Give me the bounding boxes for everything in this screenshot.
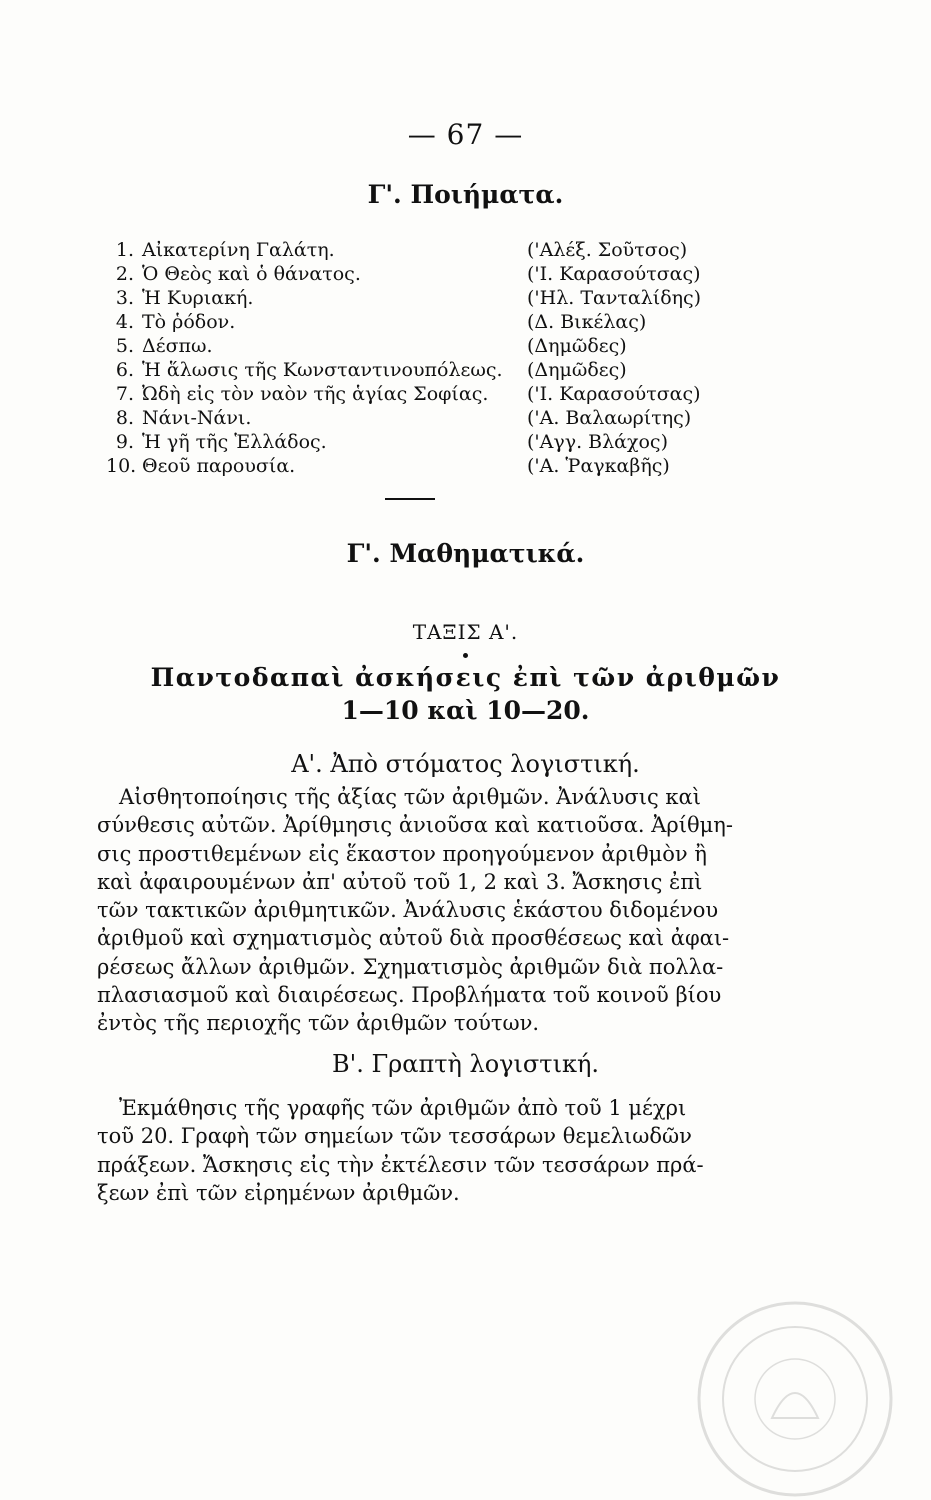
poem-author: ('Αγγ. Βλάχος) — [527, 431, 668, 453]
ornament-dot — [463, 653, 468, 658]
part-b-heading: Β'. Γραπτὴ λογιστική. — [331, 1050, 599, 1078]
text-line: σις προστιθεμένων εἰς ἕκαστον προηγούμενον ἀριθμὸν ἢ — [97, 841, 707, 866]
poem-title: 5. Δέσπω. — [115, 335, 213, 357]
poem-title: 10. Θεοῦ παρουσία. — [106, 455, 296, 477]
text-line: καὶ ἀφαιρουμένων ἀπ' αὐτοῦ τοῦ 1, 2 καὶ 3. Ἄσκησις ἐπὶ — [97, 869, 703, 894]
math-heading: Γ'. Μαθηματικά. — [346, 539, 585, 568]
poem-author: (Δημῶδες) — [527, 335, 627, 357]
poem-title: 3. Ἡ Κυριακή. — [115, 287, 254, 309]
poem-author: (Δ. Βικέλας) — [527, 311, 647, 333]
text-line: πλασιασμοῦ καὶ διαιρέσεως. Προβλήματα τοῦ κοινοῦ βίου — [97, 983, 722, 1008]
poem-author: ('Ι. Καρασούτσας) — [527, 383, 701, 405]
text-line: πράξεων. Ἄσκησις εἰς τὴν ἐκτέλεσιν τῶν τεσσάρων πρά- — [97, 1152, 704, 1177]
poem-title: 7. Ὠδὴ εἰς τὸν ναὸν τῆς ἁγίας Σοφίας. — [115, 383, 489, 405]
class-label: ΤΑΞΙΣ Α'. — [412, 620, 519, 644]
text-line: ξεων ἐπὶ τῶν εἰρημένων ἀριθμῶν. — [97, 1180, 460, 1205]
poem-title: 4. Τὸ ῥόδον. — [115, 311, 236, 333]
poem-author: ('Α. Βαλαωρίτης) — [527, 407, 692, 429]
part-a-text — [97, 783, 843, 1038]
poem-author: ('Ηλ. Τανταλίδης) — [527, 287, 702, 309]
text-line: ρέσεως ἄλλων ἀριθμῶν. Σχηματισμὸς ἀριθμῶν διὰ πολλα- — [97, 954, 724, 979]
poem-title: 6. Ἡ ἅλωσις τῆς Κωνσταντινουπόλεως. — [115, 359, 503, 381]
text-line: Ἐκμάθησις τῆς γραφῆς τῶν ἀριθμῶν ἀπὸ τοῦ 1 μέχρι — [119, 1096, 687, 1120]
section-divider — [385, 498, 435, 500]
page-number: — 67 — — [407, 118, 524, 151]
poem-author: ('Α. Ῥαγκαβῆς) — [527, 455, 670, 477]
text-line: σύνθεσις αὐτῶν. Ἀρίθμησις ἀνιοῦσα καὶ κατιοῦσα. Ἀρίθμη- — [97, 813, 733, 838]
poem-title: 1. Αἰκατερίνη Γαλάτη. — [115, 239, 335, 261]
part-a-heading: Α'. Ἀπὸ στόματος λογιστική. — [291, 750, 640, 778]
part-b-text — [97, 1094, 843, 1207]
poem-title: 2. Ὁ Θεὸς καὶ ὁ θάνατος. — [115, 263, 361, 285]
subtitle-line-2: 1—10 καὶ 10—20. — [341, 696, 590, 725]
poems-heading: Γ'. Ποιήματα. — [367, 180, 564, 209]
text-line: τῶν τακτικῶν ἀριθμητικῶν. Ἀνάλυσις ἑκάστου διδομένου — [97, 898, 719, 923]
library-seal-icon — [694, 1298, 896, 1500]
text-line: ἐντὸς τῆς περιοχῆς τῶν ἀριθμῶν τούτων. — [97, 1011, 540, 1036]
poem-author: ('Ι. Καρασούτσας) — [527, 263, 701, 285]
poem-author: (Δημῶδες) — [527, 359, 627, 381]
poem-title: 9. Ἡ γῆ τῆς Ἑλλάδος. — [115, 431, 327, 453]
text-line: τοῦ 20. Γραφὴ τῶν σημείων τῶν τεσσάρων θεμελιωδῶν — [97, 1124, 692, 1149]
poem-author: ('Αλέξ. Σοῦτσος) — [527, 239, 688, 261]
subtitle-line-1: Παντοδαπαὶ ἀσκήσεις ἐπὶ τῶν ἀριθμῶν — [150, 663, 781, 692]
poem-title: 8. Νάνι-Νάνι. — [115, 407, 252, 429]
text-line: ἀριθμοῦ καὶ σχηματισμὸς αὐτοῦ διὰ προσθέσεως καὶ ἀφαι- — [97, 926, 730, 951]
text-line: Αἰσθητοποίησις τῆς ἀξίας τῶν ἀριθμῶν. Ἀνάλυσις καὶ — [119, 785, 701, 809]
